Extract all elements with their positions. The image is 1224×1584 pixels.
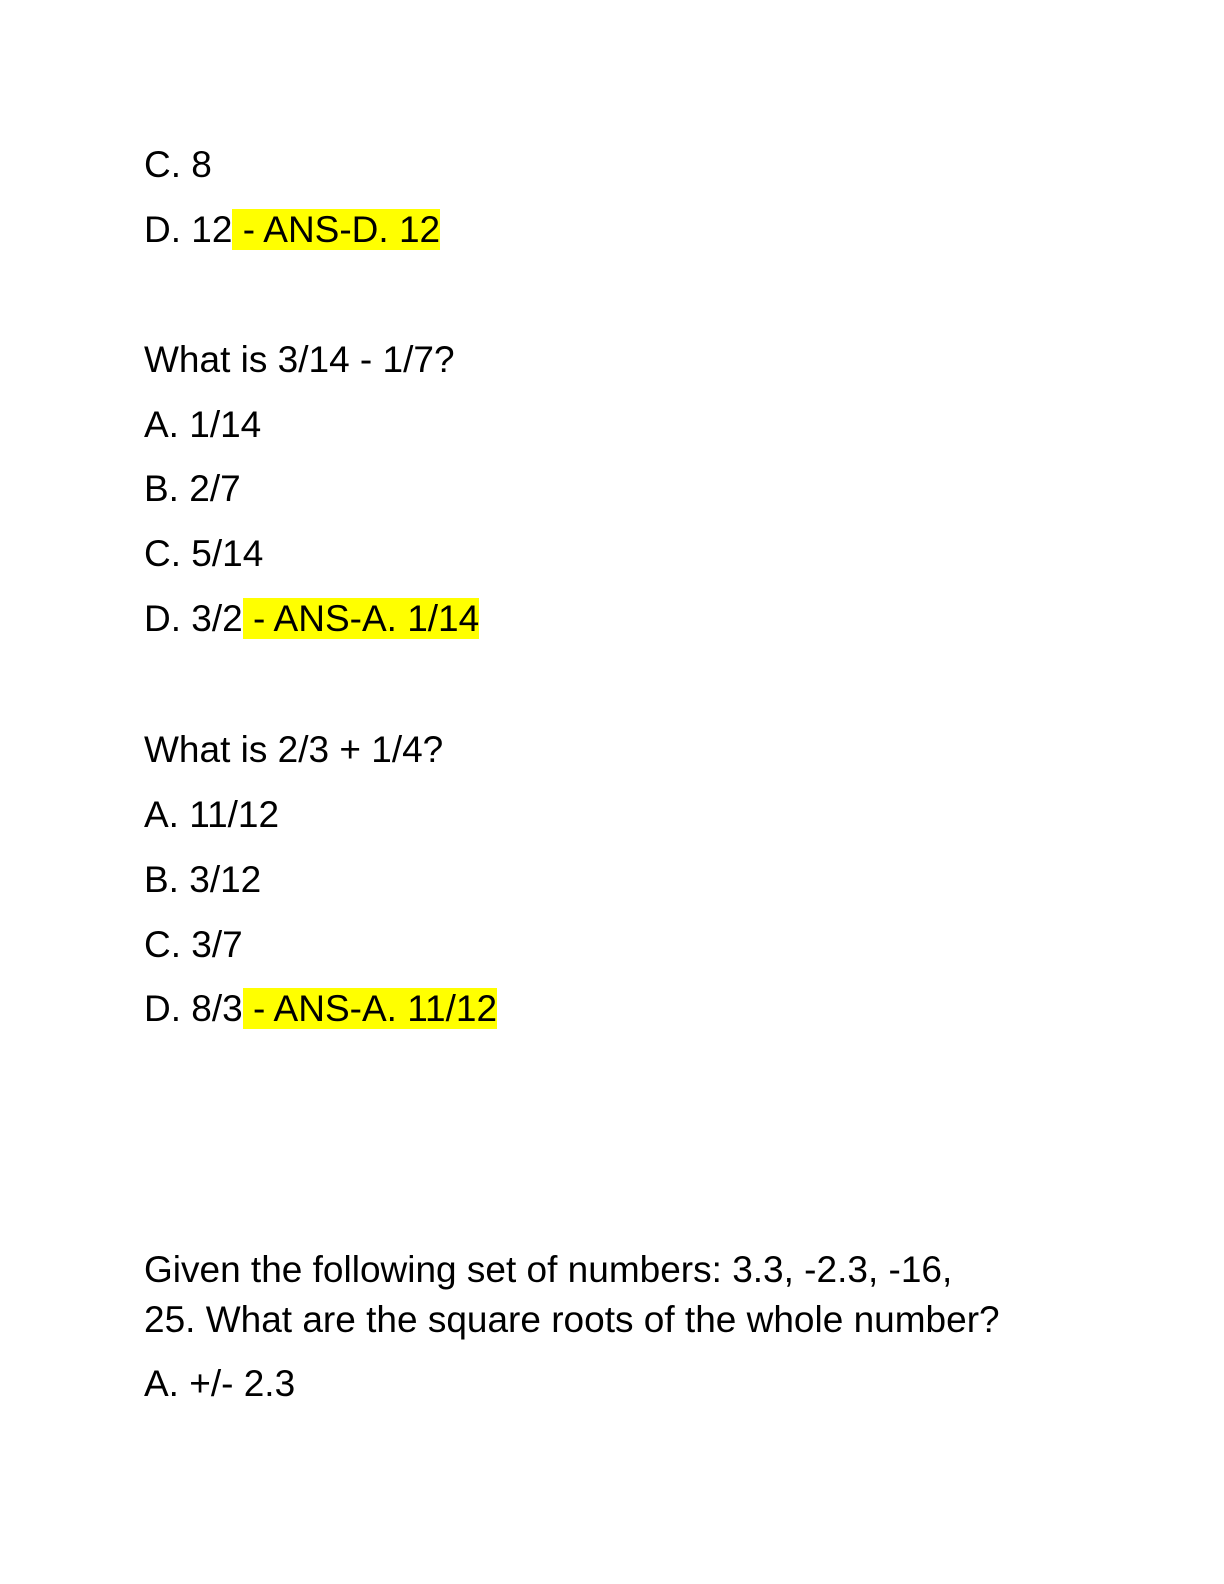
carryover-option-c: C. 8 bbox=[144, 144, 212, 185]
q2-option-d: D. 8/3 bbox=[144, 988, 243, 1029]
q3-question-line1: Given the following set of numbers: 3.3, -2.3, -16, bbox=[144, 1249, 953, 1290]
q1-option-d: D. 3/2 bbox=[144, 598, 243, 639]
q3-question-line2: 25. What are the square roots of the whole number? bbox=[144, 1299, 1000, 1340]
q1-question: What is 3/14 - 1/7? bbox=[144, 339, 455, 380]
carryover-option-d: D. 12 bbox=[144, 209, 233, 250]
q2-option-d-row bbox=[144, 986, 497, 1032]
q2-option-c: C. 3/7 bbox=[144, 924, 243, 965]
q2-option-b: B. 3/12 bbox=[144, 859, 262, 900]
q2-answer-highlight: - ANS-A. 11/12 bbox=[242, 988, 498, 1029]
q1-option-a: A. 1/14 bbox=[144, 404, 262, 445]
q1-option-b: B. 2/7 bbox=[144, 468, 241, 509]
carryover-answer-highlight: - ANS-D. 12 bbox=[232, 209, 441, 250]
q1-answer-highlight: - ANS-A. 1/14 bbox=[242, 598, 480, 639]
carryover-option-d-row bbox=[144, 207, 440, 253]
q3-option-a: A. +/- 2.3 bbox=[144, 1363, 296, 1404]
q2-question: What is 2/3 + 1/4? bbox=[144, 729, 444, 770]
q2-option-a: A. 11/12 bbox=[144, 794, 280, 835]
q1-option-c: C. 5/14 bbox=[144, 533, 264, 574]
q1-option-d-row bbox=[144, 596, 479, 642]
